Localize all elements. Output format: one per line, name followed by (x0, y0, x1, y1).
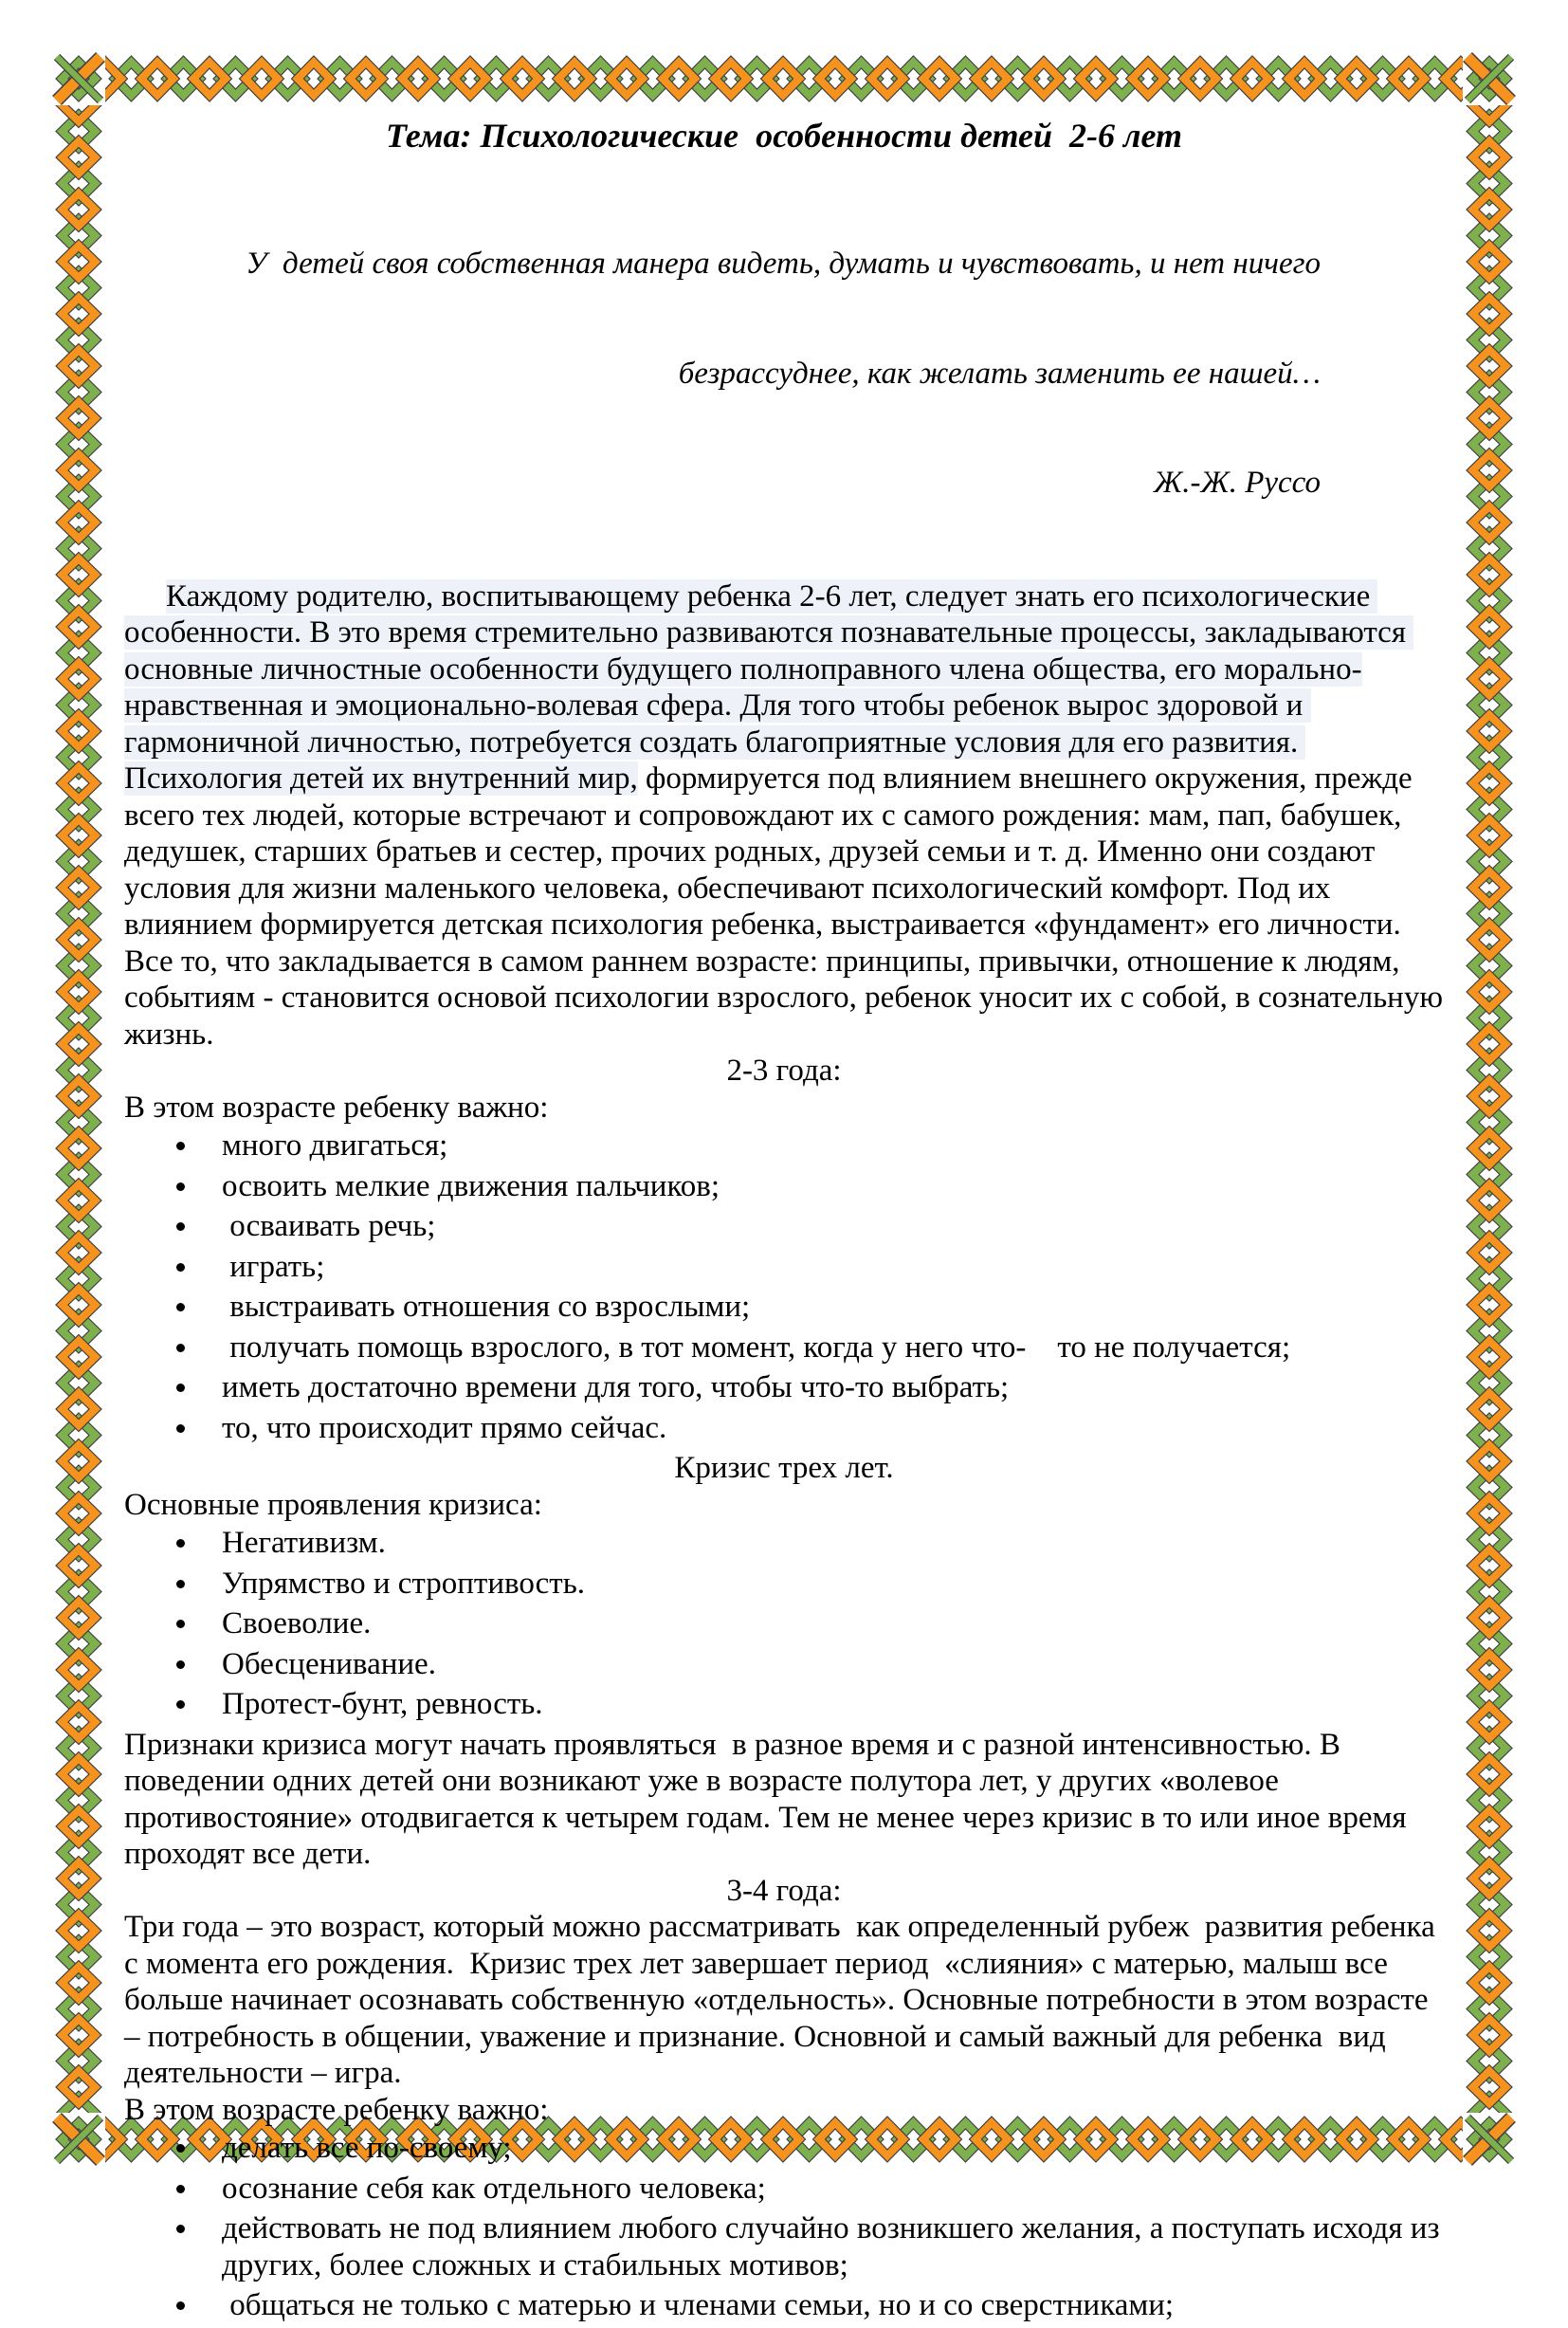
list-item (124, 2287, 1444, 2324)
list-item (124, 1127, 1444, 1164)
list-item (124, 1566, 1444, 1603)
list-item (124, 1605, 1444, 1642)
section-lead-3-4: В этом возрасте ребенку важно: (124, 2092, 549, 2127)
bullet-icon (176, 1580, 185, 1588)
section-heading-crisis: Кризис трех лет. (674, 1451, 894, 1485)
section-heading-3-4: 3-4 года: (726, 1873, 842, 1908)
highlighted-text: Каждому родителю, воспитывающему ребенка 2-6 лет, следует знать его психологические особенности. В это время стремительно развиваются познавательные процессы, закладываются основные личностные особенности будущего полноправного члена общества, его морально-нравственная и эмоционально-волевая сфера. Для того чтобы ребенок вырос здоровой и гармоничной личностью, потребуется создать благоприятные условия для его развития. Психология детей их внутренний мир, (124, 578, 1414, 796)
bullet-icon (176, 2225, 185, 2233)
list-item-text: получать помощь взрослого, в тот момент, когда у него что- то не получается; (222, 1329, 1291, 1365)
bullet-icon (176, 2185, 185, 2193)
list-item (124, 1329, 1444, 1366)
list-item-text: Протест-бунт, ревность. (222, 1687, 543, 1721)
bullet-icon (176, 1222, 185, 1231)
list-item-text: делать все по-своему; (222, 2131, 512, 2165)
list-item (124, 1249, 1444, 1286)
bullet-icon (176, 1620, 185, 1628)
knot-border-corner-icon (52, 2113, 105, 2166)
bullet-list-2-3 (124, 1127, 1444, 1446)
list-item (124, 2171, 1444, 2208)
bullet-icon (176, 1539, 185, 1548)
knot-border-top (105, 52, 1463, 105)
bullet-icon (176, 1384, 185, 1392)
list-item-text: осваивать речь; (222, 1209, 436, 1243)
bullet-icon (176, 1142, 185, 1150)
bullet-list-3-4 (124, 2130, 1448, 2324)
list-item-text: Обесценивание. (222, 1646, 436, 1681)
intro-paragraph (124, 578, 1451, 1054)
section-heading-2-3: 2-3 года: (726, 1054, 842, 1088)
intro-text-rest: формируется под влиянием внешнего окружения, прежде всего тех людей, которые встречают и сопровождают их с самого рождения: мам, пап, бабушек, дедушек, старших братьев и сестер, прочих родных, друзей семьи и т. д. Именно они создают условия для жизни маленького человека, обеспечивают психологический комфорт. Под их влиянием формируется детская психология ребенка, выстраивается «фундамент» его личности. Все то, что закладывается в самом раннем возрасте: принципы, привычки, отношение к людям, событиям - становится основой психологии взрослого, ребенок уносит их с собой, в сознательную жизнь. (124, 761, 1451, 1052)
bullet-icon (176, 1303, 185, 1311)
list-item (124, 1525, 1444, 1562)
crisis-lead: Основные проявления кризиса: (124, 1487, 542, 1522)
list-item (124, 1686, 1444, 1723)
list-item (124, 1289, 1444, 1326)
list-item-text: Упрямство и строптивость. (222, 1566, 586, 1601)
document-content (124, 114, 1451, 2328)
bullet-icon (176, 1424, 185, 1433)
list-item (124, 1369, 1444, 1406)
list-item-text: осознание себя как отдельного человека; (222, 2171, 766, 2206)
bullet-icon (176, 1660, 185, 1669)
list-item-text: Негативизм. (222, 1526, 386, 1560)
bullet-icon (176, 2301, 185, 2310)
bullet-list-crisis (124, 1525, 1444, 1723)
list-item (124, 1208, 1444, 1245)
bullet-icon (176, 1263, 185, 1272)
knot-border-corner-icon (1463, 2113, 1516, 2166)
list-item (124, 1646, 1444, 1683)
list-item-text: освоить мелкие движения пальчиков; (222, 1168, 720, 1203)
list-item-text: иметь достаточно времени для того, чтобы что-то выбрать; (222, 1370, 1010, 1404)
section-lead-2-3: В этом возрасте ребенку важно: (124, 1090, 549, 1125)
knot-border-right (1463, 105, 1516, 2113)
knot-border-corner-icon (52, 52, 105, 105)
bullet-icon (176, 2144, 185, 2153)
list-item-text: то, что происходит прямо сейчас. (222, 1410, 667, 1445)
knot-border-corner-icon (1463, 52, 1516, 105)
list-item (124, 2210, 1448, 2283)
list-item-text: много двигаться; (222, 1128, 448, 1163)
list-item (124, 1410, 1444, 1447)
epigraph-line: безрассуднее, как желать заменить ее нашей… (678, 356, 1321, 391)
list-item-text: Своеволие. (222, 1606, 372, 1641)
list-item-text: общаться не только с матерью и членами семьи, но и со сверстниками; (222, 2288, 1175, 2322)
epigraph-author: Ж.-Ж. Руссо (1154, 466, 1321, 500)
page-title: Тема: Психологические особенности детей 2-6 лет (386, 117, 1182, 155)
list-item-text: играть; (222, 1249, 325, 1284)
list-item (124, 2130, 1444, 2167)
epigraph-line: У детей своя собственная манера видеть, думать и чувствовать, и нет ничего (246, 247, 1321, 281)
list-item (124, 1168, 1444, 1205)
bullet-icon (176, 1182, 185, 1191)
knot-border-left (52, 105, 105, 2113)
bullet-icon (176, 1700, 185, 1709)
epigraph (124, 173, 1321, 575)
list-item-text: выстраивать отношения со взрослыми; (222, 1290, 751, 1324)
paragraph-3-4: Три года – это возраст, который можно рассматривать как определенный рубеж развития ребенка с момента его рождения. Кризис трех лет завершает период «слияния» с матерью, малыш все больше начинает осознавать собственную «отдельность». Основные потребности в этом возрасте – потребность в общении, уважение и признание. Основной и самый важный для ребенка вид деятельности – игра. (124, 1910, 1443, 2090)
list-item-text: действовать не под влиянием любого случайно возникшего желания, а поступать исходя из других, более сложных и стабильных мотивов; (222, 2211, 1448, 2282)
bullet-icon (176, 1344, 185, 1352)
crisis-paragraph: Признаки кризиса могут начать проявляться в разное время и с разной интенсивностью. В поведении одних детей они возникают уже в возрасте полутора лет, у других «волевое противостояние» отодвигается к четырем годам. Тем не менее через кризис в то или иное время проходят все дети. (124, 1727, 1414, 1871)
